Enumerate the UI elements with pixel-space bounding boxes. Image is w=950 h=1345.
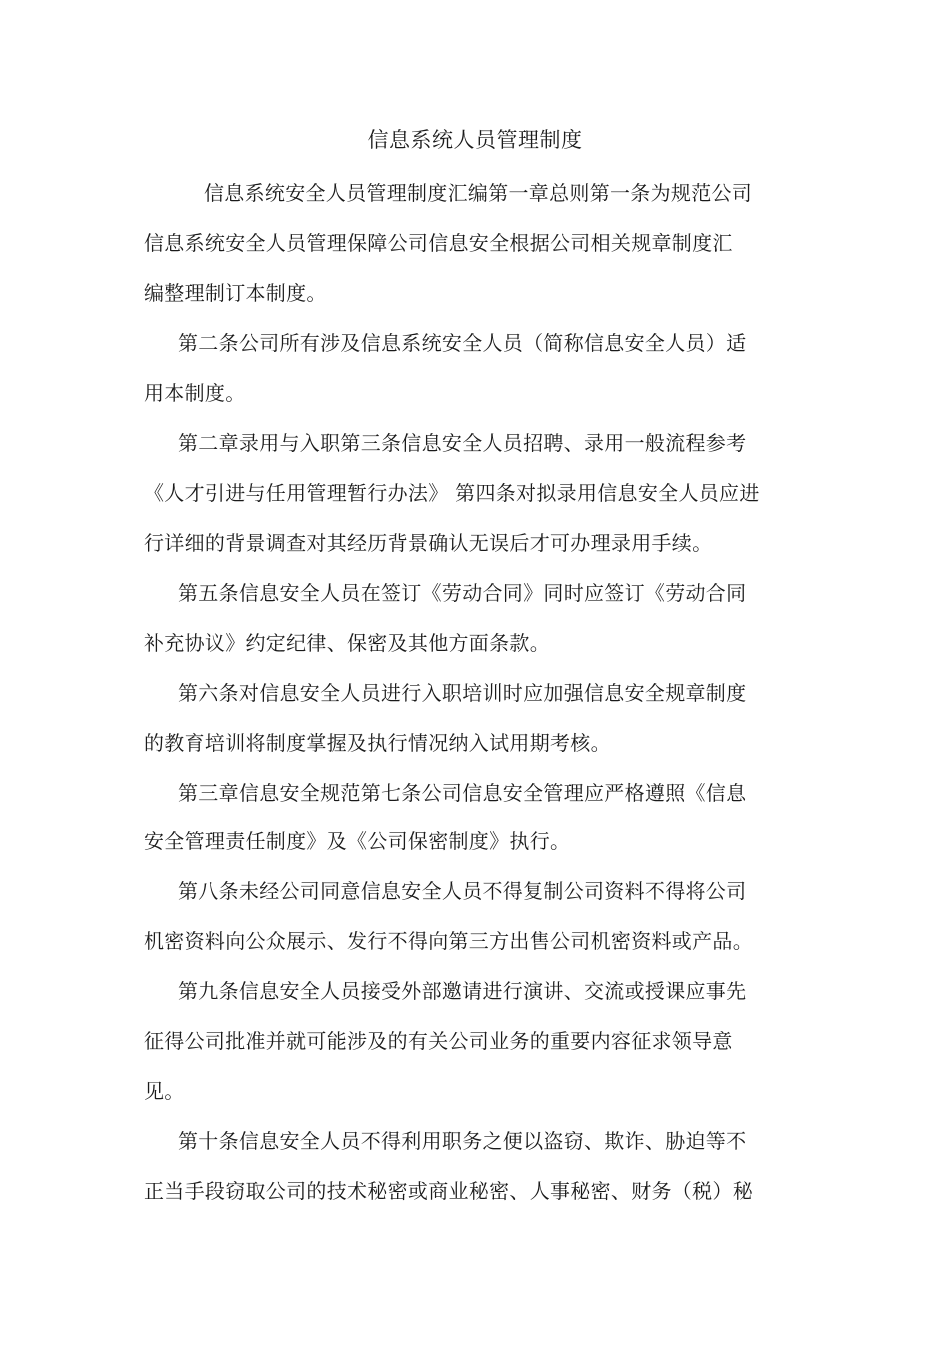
paragraph-line: 第二条公司所有涉及信息系统安全人员（简称信息安全人员）适: [178, 331, 747, 355]
paragraph-line: 第六条对信息安全人员进行入职培训时应加强信息安全规章制度: [178, 681, 747, 705]
paragraph-line: 的教育培训将制度掌握及执行情况纳入试用期考核。: [144, 731, 611, 755]
paragraph-line: 第九条信息安全人员接受外部邀请进行演讲、交流或授课应事先: [178, 979, 747, 1003]
paragraph-line: 正当手段窃取公司的技术秘密或商业秘密、人事秘密、财务（税）秘: [144, 1179, 753, 1203]
paragraph-line: 补充协议》约定纪律、保密及其他方面条款。: [144, 631, 550, 655]
paragraph-line: 信息系统安全人员管理制度汇编第一章总则第一条为规范公司: [204, 181, 753, 205]
paragraph-line: 机密资料向公众展示、发行不得向第三方出售公司机密资料或产品。: [144, 929, 753, 953]
paragraph-line: 第三章信息安全规范第七条公司信息安全管理应严格遵照《信息: [178, 781, 747, 805]
paragraph-line: 《人才引进与任用管理暂行办法》 第四条对拟录用信息安全人员应进: [144, 481, 760, 505]
paragraph-line: 信息系统安全人员管理保障公司信息安全根据公司相关规章制度汇: [144, 231, 733, 255]
paragraph-line: 第十条信息安全人员不得利用职务之便以盗窃、欺诈、胁迫等不: [178, 1129, 747, 1153]
paragraph-line: 用本制度。: [144, 381, 246, 405]
paragraph-line: 行详细的背景调查对其经历背景确认无误后才可办理录用手续。: [144, 531, 713, 555]
paragraph-line: 征得公司批准并就可能涉及的有关公司业务的重要内容征求领导意: [144, 1029, 733, 1053]
paragraph-line: 见。: [144, 1079, 185, 1103]
paragraph-line: 编整理制订本制度。: [144, 281, 327, 305]
paragraph-line: 第二章录用与入职第三条信息安全人员招聘、录用一般流程参考: [178, 431, 747, 455]
paragraph-line: 第五条信息安全人员在签订《劳动合同》同时应签订《劳动合同: [178, 581, 747, 605]
paragraph-line: 安全管理责任制度》及《公司保密制度》执行。: [144, 829, 571, 853]
document-title: 信息系统人员管理制度: [367, 128, 583, 152]
paragraph-line: 第八条未经公司同意信息安全人员不得复制公司资料不得将公司: [178, 879, 747, 903]
